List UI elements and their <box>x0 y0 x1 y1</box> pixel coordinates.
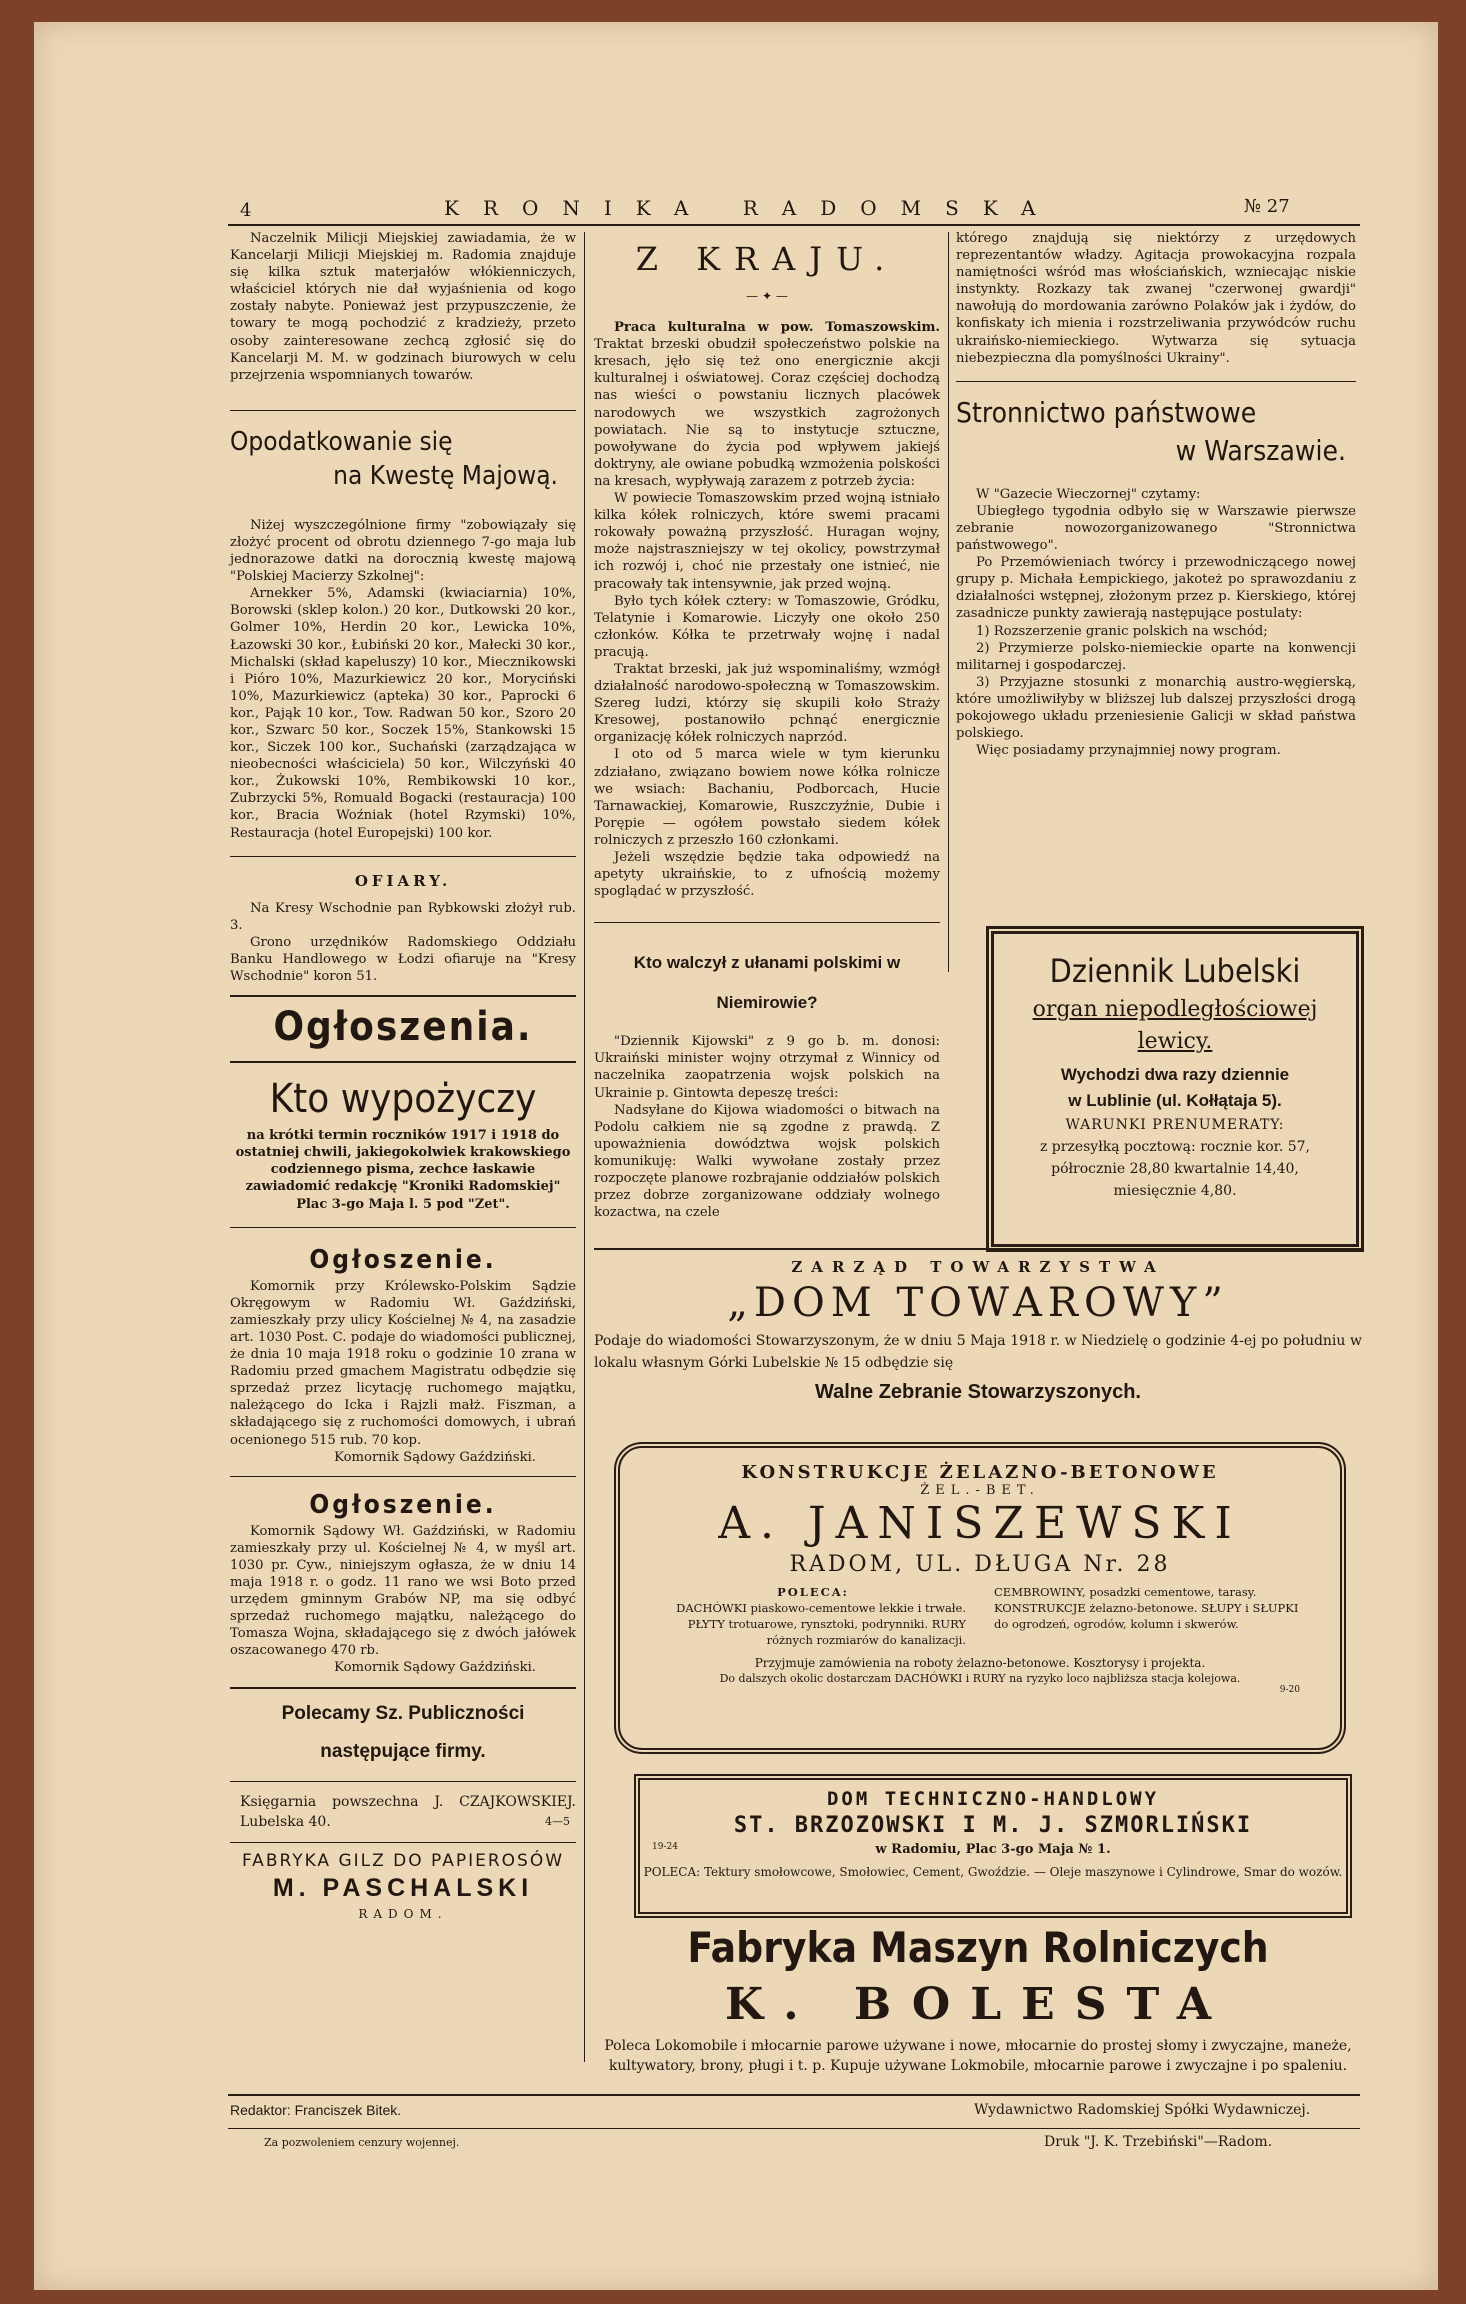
bol-l3: Poleca Lokomobile i młocarnie parowe używane i nowe, młocarnie do prostej słomy i zwyczajne, maneże, kultywatory, brony, pługi i t. p. Kupuje używane Lokmobile, młocarnie parowe i zwyczajne i po spaleniu. <box>604 2038 1352 2074</box>
jan-l5: Przyjmuje zamówienia na roboty żelazno-betonowe. Kosztorysy i projekta. <box>754 1656 1206 1670</box>
p2: W powiecie Tomaszowskim przed wojną istniało kilka kółek rolniczych, które swemi pracami rokowały poważną przyszłość. Huragan wojny, może najstraszniejszy w tej okolicy, powstrzymał ich rozwój i, choć nie przestały one istnieć, nie pracowały tak intensywnie, jak przed wojną. <box>594 491 940 592</box>
divider <box>230 410 576 411</box>
dom-towarowy-ad <box>594 1258 1362 1410</box>
divider <box>230 1781 576 1782</box>
jan-l2: ŻEL.-BET. <box>920 1483 1040 1498</box>
article-title-2: na Kwestę Majową. <box>333 460 558 491</box>
brz-ref: 19-24 <box>652 1842 678 1852</box>
janiszewski-ad <box>614 1442 1346 1754</box>
jan-left: DACHÓWKI piaskowo-cementowe lekkie i trwałe. PŁYTY trotuarowe, rynsztoki, podrynniki. RURY różnych rozmiarów do kanalizacji. <box>676 1601 966 1647</box>
dziennik-title: Dziennik Lubelski <box>1049 952 1301 990</box>
divider <box>594 922 940 923</box>
ogloszenie-2-title: Ogłoszenie. <box>309 1489 497 1520</box>
gilz-line-3: RADOM. <box>358 1906 448 1921</box>
dziennik-3: WARUNKI PRENUMERATY: <box>1065 1117 1285 1133</box>
s3: Po Przemówieniach twórcy i przewodniczącego nowej grupy p. Michała Łempickiego, jakoteż po sprawozdaniu z działalności wstępnej, złożonym przez p. Kierskiego, której zasadnicze punkty zawierają następujące postulaty: <box>956 555 1356 622</box>
masthead-title: KRONIKA RADOMSKA <box>444 196 1060 220</box>
column-divider <box>584 232 585 2062</box>
dziennik-sub: organ niepodległościowej lewicy. <box>1032 997 1318 1054</box>
ksiegarnia-ad <box>230 1792 576 1832</box>
divider <box>230 1061 576 1063</box>
jan-l3: A. JANISZEWSKI <box>718 1498 1242 1549</box>
p4: Traktat brzeski, jak już wspominaliśmy, wzmógł działalność narodowo-społeczną w Tomaszowskim. Szereg ludzi, którzy się skupili koło Straży Kresowej, postanowiło pchnąć energicznie organizację kółek rolniczych naprzód. <box>594 661 940 746</box>
bolesta-ad <box>594 1918 1362 2076</box>
p1: Traktat brzeski obudził społeczeństwo polskie na kresach, jęło się też ono energicznie akcji kulturalnej i oświatowej. Coraz częściej dochodzą nas wieści o powstaniu licznych placówek narodowych we wszystkich zagrożonych powiatach. Nie są to instytucje sztuczne, powoływane do życia pod wpływem jakiejś doktryny, ale owiane pobudką wzmożenia polskości na kresach, wypływają zarazem z potrzeb życia: <box>594 337 940 489</box>
divider <box>594 1248 1362 1250</box>
ogloszenie-1-text: Komornik przy Królewsko-Polskim Sądzie Okręgowym w Radomiu Wł. Gaździński, zamieszkały przy ulicy Kościelnej № 4, na zasadzie art. 1030 Post. C. podaje do wiadomości publicznej, że dnia 10 maja 1918 roku o godzinie 10 zrana w Radomiu przed gmachem Magistratu odbędzie się sprzedaż przez licytację ruchomego majątku, należącego do Icka i Rajzli małż. Fiszman, a składającego się z ruchomości domowych, i ubrań ocenionego 515 rub. 70 kop. <box>230 1278 576 1448</box>
s5: 2) Przymierze polsko-niemieckie oparte na konwencji militarnej i gospodarczej. <box>956 640 1356 673</box>
kto-walczyl-1: "Dziennik Kijowski" z 9 go b. m. donosi: Ukraiński minister wojny otrzymał z Winnicy od naczelnika zaopatrzenia wojsk polskich na Ukrainie p. Gintowta depeszę treści: <box>594 1034 940 1101</box>
s6: 3) Przyjazne stosunki z monarchią austro-węgierską, które umożliwiłyby w bliższej lub dalszej przyszłości drogą pokojowego układu przeniesienie Galicji w skład państwa polskiego. <box>956 674 1356 742</box>
brz-l3: w Radomiu, Plac 3-go Maja № 1. <box>875 1842 1111 1857</box>
kto-walczyl-title: Kto walczył z ułanami polskimi w Niemirowie? <box>633 953 901 1013</box>
ofiary-title: OFIARY. <box>354 871 452 890</box>
footer-druk: Druk "J. K. Trzebiński"—Radom. <box>1044 2134 1273 2150</box>
dom-l4: Walne Zebranie Stowarzyszonych. <box>814 1381 1141 1403</box>
newspaper-page <box>34 22 1438 2290</box>
dziennik-1: Wychodzi dwa razy dziennie <box>1060 1065 1290 1084</box>
jan-right: CEMBROWINY, posadzki cementowe, tarasy. KONSTRUKCJE żelazno-betonowe. SŁUPY i SŁUPKI do ogrodzeń, ogrodów, kolumn i skwerów. <box>994 1585 1299 1631</box>
column-2 <box>594 230 940 1221</box>
s1: W "Gazecie Wieczornej" czytamy: <box>976 486 1201 502</box>
brz-l4: POLECA: Tektury smołowcowe, Smołowiec, Cement, Gwoździe. — Oleje maszynowe i Cylindrowe, Smar do wozów. <box>643 1865 1343 1879</box>
divider <box>230 1227 576 1228</box>
p1-head: Praca kulturalna w pow. Tomaszowskim. <box>614 320 940 336</box>
jan-l1: KONSTRUKCJE ŻELAZNO-BETONOWE <box>741 1462 1219 1483</box>
dom-l3: Podaje do wiadomości Stowarzyszonym, że w dniu 5 Maja 1918 r. w Niedzielę o godzinie 4-ej po południu w lokalu własnym Górki Lubelskie № 15 odbędzie się <box>594 1333 1362 1371</box>
jan-l4: RADOM, UL. DŁUGA Nr. 28 <box>789 1552 1171 1577</box>
dziennik-2: w Lublinie (ul. Kołłątaja 5). <box>1068 1091 1282 1110</box>
jan-l6: Do dalszych okolic dostarczam DACHÓWKI i RURY na ryzyko loco najbliższa stacja kolejowa. <box>719 1672 1241 1685</box>
page-number: 4 <box>240 200 252 221</box>
divider <box>956 381 1356 382</box>
brz-l2: ST. BRZOZOWSKI I M. J. SZMORLIŃSKI <box>733 1813 1253 1838</box>
stronnictwo-title: Stronnictwo państwowe <box>956 395 1257 429</box>
s7: Więc posiadamy przynajmniej nowy program. <box>976 743 1281 759</box>
ogloszenie-2-sign: Komornik Sądowy Gaździński. <box>334 1660 536 1676</box>
column-3 <box>956 230 1356 759</box>
ogloszenie-2-text: Komornik Sądowy Wł. Gaździński, w Radomiu zamieszkały przy ul. Kościelnej № 4, w myśl art. 1030 pr. Cyw., niniejszym ogłasza, że w dniu 14 maja 1918 r. o godz. 11 rano we wsi Boto przed urzędem gminnym Grabów NP, ma się odbyć sprzedaż ruchomego majątku, należącego do Tomasza Wojna, składającego się z dwóch jałówek oszacowanego 470 rb. <box>230 1523 576 1659</box>
donor-list: Arnekker 5%, Adamski (kwiaciarnia) 10%, Borowski (sklep kolon.) 20 kor., Dutkowski 20 kor., Golmer 10%, Herdin 20 kor., Lewicka 10%, Łazowski 30 kor., Łubiński 20 kor., Małecki 30 kor., Michalski (skład kapeluszy) 10 kor., Miecznikowski i Pióro 10%, Mazurkiewicz 20 kor., Moryciński 10%, Mazurkiewicz (apteka) 30 kor., Paprocki 6 kor., Pająk 10 kor., Tow. Radwan 50 kor., Szoro 20 kor., Szwarc 50 kor., Soczek 15%, Stankowski 15 kor., Siczek 100 kor., Suchański (zarządzająca w nieobecności właściciela) 50 kor., Wilczyński 40 kor., Żukowski 10%, Rembikowski 10 kor., Zubrzycki 5%, Romuald Bogacki (restauracja) 100 kor., Bracia Woźniak (hotel Rzymski) 10%, Restauracja (hotel Europejski) 100 kor. <box>230 586 576 841</box>
brz-l1: DOM TECHNICZNO-HANDLOWY <box>826 1788 1160 1810</box>
bol-l1: Fabryka Maszyn Rolniczych <box>687 1923 1269 1972</box>
header-rule <box>228 224 1360 226</box>
s2: Ubiegłego tygodnia odbyło się w Warszawie pierwsze zebranie nowozorganizowanego "Stronnictwa państwowego". <box>956 503 1356 554</box>
dziennik-lubelski-ad <box>986 926 1364 1252</box>
article-intro: Niżej wyszczególnione firmy "zobowiązały się złożyć procent od obrotu dziennego 7-go maja lub jednorazowe datki na dorocznią kwestę majową "Polskiej Macierzy Szkolnej": <box>230 517 576 585</box>
jan-ref: 9-20 <box>1279 1685 1300 1695</box>
p6: Jeżeli wszędzie będzie taka odpowiedź na apetyty ukraińskie, to z ufnością możemy spoglądać w przyszłość. <box>594 850 940 900</box>
ogloszenia-title: Ogłoszenia. <box>273 1004 533 1051</box>
divider <box>230 995 576 997</box>
jan-offer <box>660 1584 1300 1648</box>
column-1 <box>230 230 576 1923</box>
footer-wydawnictwo: Wydawnictwo Radomskiej Spółki Wydawniczej. <box>974 2102 1311 2118</box>
polecamy-title: Polecamy Sz. Publiczności następujące firmy. <box>281 1702 525 1762</box>
divider <box>230 1687 576 1689</box>
kto-wypozyczy-title: Kto wypożyczy <box>269 1076 537 1123</box>
ornament: — ✦ — <box>746 289 788 303</box>
ogloszenie-1-sign: Komornik Sądowy Gaździński. <box>334 1449 536 1465</box>
divider <box>230 1842 576 1843</box>
bol-l2: K. BOLESTA <box>725 1979 1231 2030</box>
jan-poleca: POLECA: <box>777 1585 849 1599</box>
continuation: którego znajdują się niektórzy z urzędowych reprezentantów władzy. Agitacja prowokacyjna rozpala namiętności wśród mas włościańskich, wzniecając niskie instynkty. Rozkazy tak zwanej "czerwonej gwardji" nawołują do mordowania zarówno Polaków jak i żydów, do konfiskaty ich mienia i rozstrzeliwania przywódców ruchu ukraińsko-niemieckiego. Wytwarza się sytuacja niebezpieczna dla pomyślności Ukrainy". <box>956 231 1356 366</box>
dom-l1: ZARZĄD TOWARZYSTWA <box>791 1258 1165 1276</box>
z-kraju-title: Z KRAJU. <box>635 240 899 278</box>
ofiary-1: Na Kresy Wschodnie pan Rybkowski złożył rub. 3. <box>230 900 576 933</box>
brzozowski-ad <box>634 1774 1352 1918</box>
gilz-line-2: M. PASCHALSKI <box>272 1873 534 1902</box>
ksiegarnia-ref: 4—5 <box>545 1814 570 1828</box>
s4: 1) Rozszerzenie granic polskich na wschód; <box>976 623 1268 639</box>
dziennik-4: z przesyłką pocztową: rocznie kor. 57, półrocznie 28,80 kwartalnie 14,40, miesięcznie 4,80. <box>1039 1139 1310 1199</box>
divider <box>230 856 576 857</box>
issue-number: № 27 <box>1244 196 1290 217</box>
ogloszenie-1-title: Ogłoszenie. <box>309 1244 497 1275</box>
kto-walczyl-2: Nadsyłane do Kijowa wiadomości o bitwach na Podolu całkiem nie są zgodne z prawdą. Z upoważnienia dowództwa wojsk polskich komunikuję: Walki wywołane zostały przez rozpoczęte planowe rozbrajanie oddziałów polskich przez dobrze zorganizowane oddziały wolnego kozactwa, na czele <box>594 1102 940 1221</box>
article-title: Opodatkowanie się <box>230 426 453 457</box>
p3: Było tych kółek cztery: w Tomaszowie, Gródku, Telatynie i Komarowie. Liczyły one około 250 członków. Kółka te przetrwały wojnę i nadal pracują. <box>594 593 940 660</box>
page-header <box>34 178 1438 221</box>
ofiary-2: Grono urzędników Radomskiego Oddziału Banku Handlowego w Łodzi ofiaruje na "Kresy Wschodnie" koron 51. <box>230 934 576 985</box>
dom-l2: „DOM TOWAROWY” <box>727 1280 1229 1326</box>
footer-rule-2 <box>228 2128 1360 2129</box>
footer-rule <box>228 2094 1360 2096</box>
divider <box>230 1476 576 1477</box>
footer-redaktor: Redaktor: Franciszek Bitek. <box>230 2102 402 2118</box>
milicja-notice: Naczelnik Milicji Miejskiej zawiadamia, że w Kancelarji Milicji Miejskiej m. Radomia znajduje się kilka sztuk materjałów włókienniczych, właściciel których nie dał wyjaśnienia od kogo zostały nabyte. Ponieważ jest przypuszczenie, że towary te mogą pochodzić z kradzieży, przeto osoby zainteresowane zechcą zgłosić się do Kancelarji M. M. w godzinach biurowych w celu przejrzenia wspomnianych towarów. <box>230 231 576 383</box>
stronnictwo-title-2: w Warszawie. <box>1175 433 1346 467</box>
ksiegarnia-text: Księgarnia powszechna J. CZAJKOWSKIEJ. Lubelska 40. <box>240 1793 576 1830</box>
column-divider <box>948 232 949 972</box>
p5: I oto od 5 marca wiele w tym kierunku zdziałano, związano bowiem nowe kółka rolnicze we wsiach: Bachaniu, Podborcach, Hucie Tarnawackiej, Komarowie, Ruszczyźnie, Dubie i Porępie — ogółem powstało siedem kółek rolniczych z przeszło 160 członkami. <box>594 747 940 848</box>
footer-cenzura: Za pozwoleniem cenzury wojennej. <box>264 2136 460 2149</box>
kto-wypozyczy-text: na krótki termin roczników 1917 i 1918 do ostatniej chwili, jakiegokolwiek krakowskiego codziennego pisma, zechce łaskawie zawiadomić redakcję "Kroniki Radomskiej" Plac 3-go Maja l. 5 pod "Zet". <box>235 1128 571 1212</box>
gilz-line-1: FABRYKA GILZ DO PAPIEROSÓW <box>241 1850 565 1871</box>
